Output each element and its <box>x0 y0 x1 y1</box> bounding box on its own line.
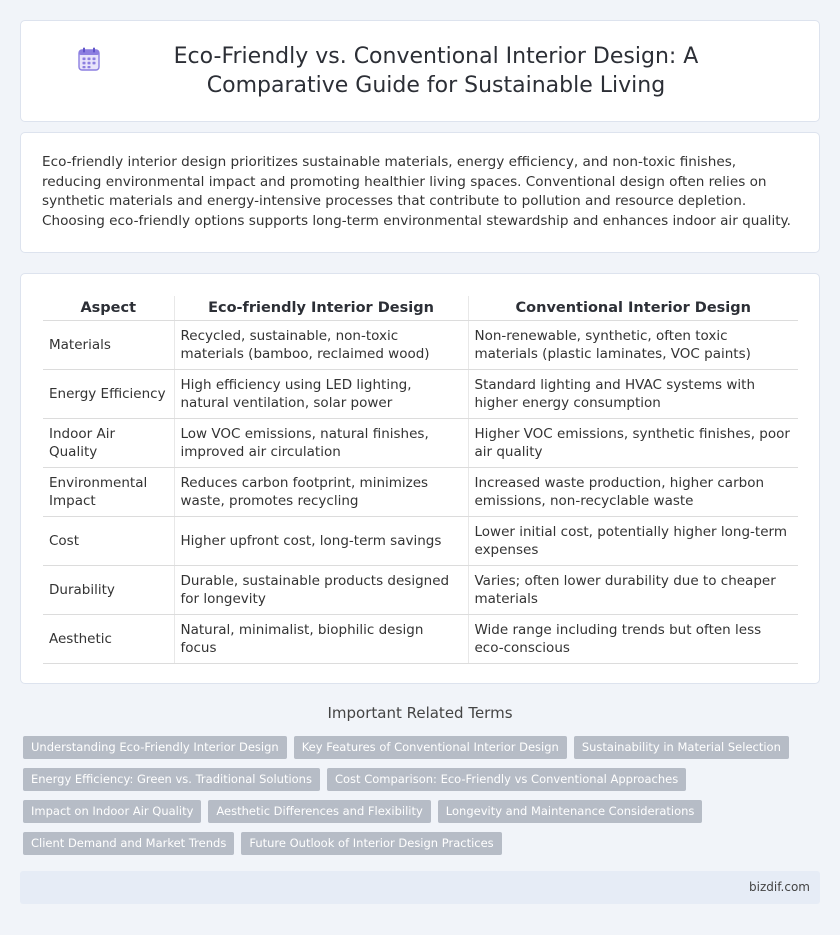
table-row <box>43 320 798 369</box>
eco-cell: Higher upfront cost, long-term savings <box>174 516 468 565</box>
aspect-cell: Environmental Impact <box>43 467 174 516</box>
related-term-tag[interactable]: Impact on Indoor Air Quality <box>23 800 201 823</box>
intro-card <box>20 132 820 253</box>
eco-cell: Reduces carbon footprint, minimizes waste, promotes recycling <box>174 467 468 516</box>
conventional-cell: Lower initial cost, potentially higher long-term expenses <box>468 516 798 565</box>
table-row <box>43 565 798 614</box>
related-term-tag[interactable]: Cost Comparison: Eco-Friendly vs Conventional Approaches <box>327 768 686 791</box>
eco-cell: Recycled, sustainable, non-toxic materials (bamboo, reclaimed wood) <box>174 320 468 369</box>
eco-cell: Natural, minimalist, biophilic design focus <box>174 614 468 663</box>
related-term-tag[interactable]: Key Features of Conventional Interior Design <box>294 736 567 759</box>
conventional-cell: Standard lighting and HVAC systems with higher energy consumption <box>468 369 798 418</box>
comparison-card <box>20 273 820 684</box>
column-header-eco: Eco-friendly Interior Design <box>174 296 468 320</box>
table-row <box>43 369 798 418</box>
eco-cell: High efficiency using LED lighting, natural ventilation, solar power <box>174 369 468 418</box>
table-row <box>43 467 798 516</box>
column-header-aspect: Aspect <box>43 296 174 320</box>
table-header-row <box>43 296 798 320</box>
related-term-tag[interactable]: Understanding Eco-Friendly Interior Design <box>23 736 287 759</box>
related-terms-list <box>23 736 823 855</box>
aspect-cell: Materials <box>43 320 174 369</box>
related-term-tag[interactable]: Future Outlook of Interior Design Practices <box>241 832 501 855</box>
conventional-cell: Non-renewable, synthetic, often toxic materials (plastic laminates, VOC paints) <box>468 320 798 369</box>
conventional-cell: Varies; often lower durability due to cheaper materials <box>468 565 798 614</box>
footer-site-link[interactable]: bizdif.com <box>749 880 810 894</box>
related-term-tag[interactable]: Aesthetic Differences and Flexibility <box>208 800 430 823</box>
aspect-cell: Cost <box>43 516 174 565</box>
eco-cell: Durable, sustainable products designed for longevity <box>174 565 468 614</box>
title-card <box>20 20 820 122</box>
related-term-tag[interactable]: Sustainability in Material Selection <box>574 736 789 759</box>
table-row <box>43 614 798 663</box>
intro-paragraph: Eco-friendly interior design prioritizes sustainable materials, energy efficiency, and non-toxic finishes, reducing environmental impact and promoting healthier living spaces. Conventional design often relies on synthetic materials and energy-intensive processes that contribute to pollution and resource depletion. Choosing eco-friendly options supports long-term environmental stewardship and enhances indoor air quality. <box>42 154 791 229</box>
related-term-tag[interactable]: Client Demand and Market Trends <box>23 832 234 855</box>
column-header-conventional: Conventional Interior Design <box>468 296 798 320</box>
page-title: Eco-Friendly vs. Conventional Interior Design: A Comparative Guide for Sustainable Living <box>173 44 699 98</box>
aspect-cell: Durability <box>43 565 174 614</box>
footer <box>20 871 820 904</box>
related-term-tag[interactable]: Longevity and Maintenance Considerations <box>438 800 703 823</box>
table-row <box>43 418 798 467</box>
related-terms-heading: Important Related Terms <box>327 704 513 722</box>
aspect-cell: Indoor Air Quality <box>43 418 174 467</box>
conventional-cell: Increased waste production, higher carbon emissions, non-recyclable waste <box>468 467 798 516</box>
eco-cell: Low VOC emissions, natural finishes, improved air circulation <box>174 418 468 467</box>
table-row <box>43 516 798 565</box>
related-term-tag[interactable]: Energy Efficiency: Green vs. Traditional Solutions <box>23 768 320 791</box>
conventional-cell: Wide range including trends but often less eco-conscious <box>468 614 798 663</box>
conventional-cell: Higher VOC emissions, synthetic finishes, poor air quality <box>468 418 798 467</box>
aspect-cell: Energy Efficiency <box>43 369 174 418</box>
comparison-table <box>43 296 798 664</box>
aspect-cell: Aesthetic <box>43 614 174 663</box>
